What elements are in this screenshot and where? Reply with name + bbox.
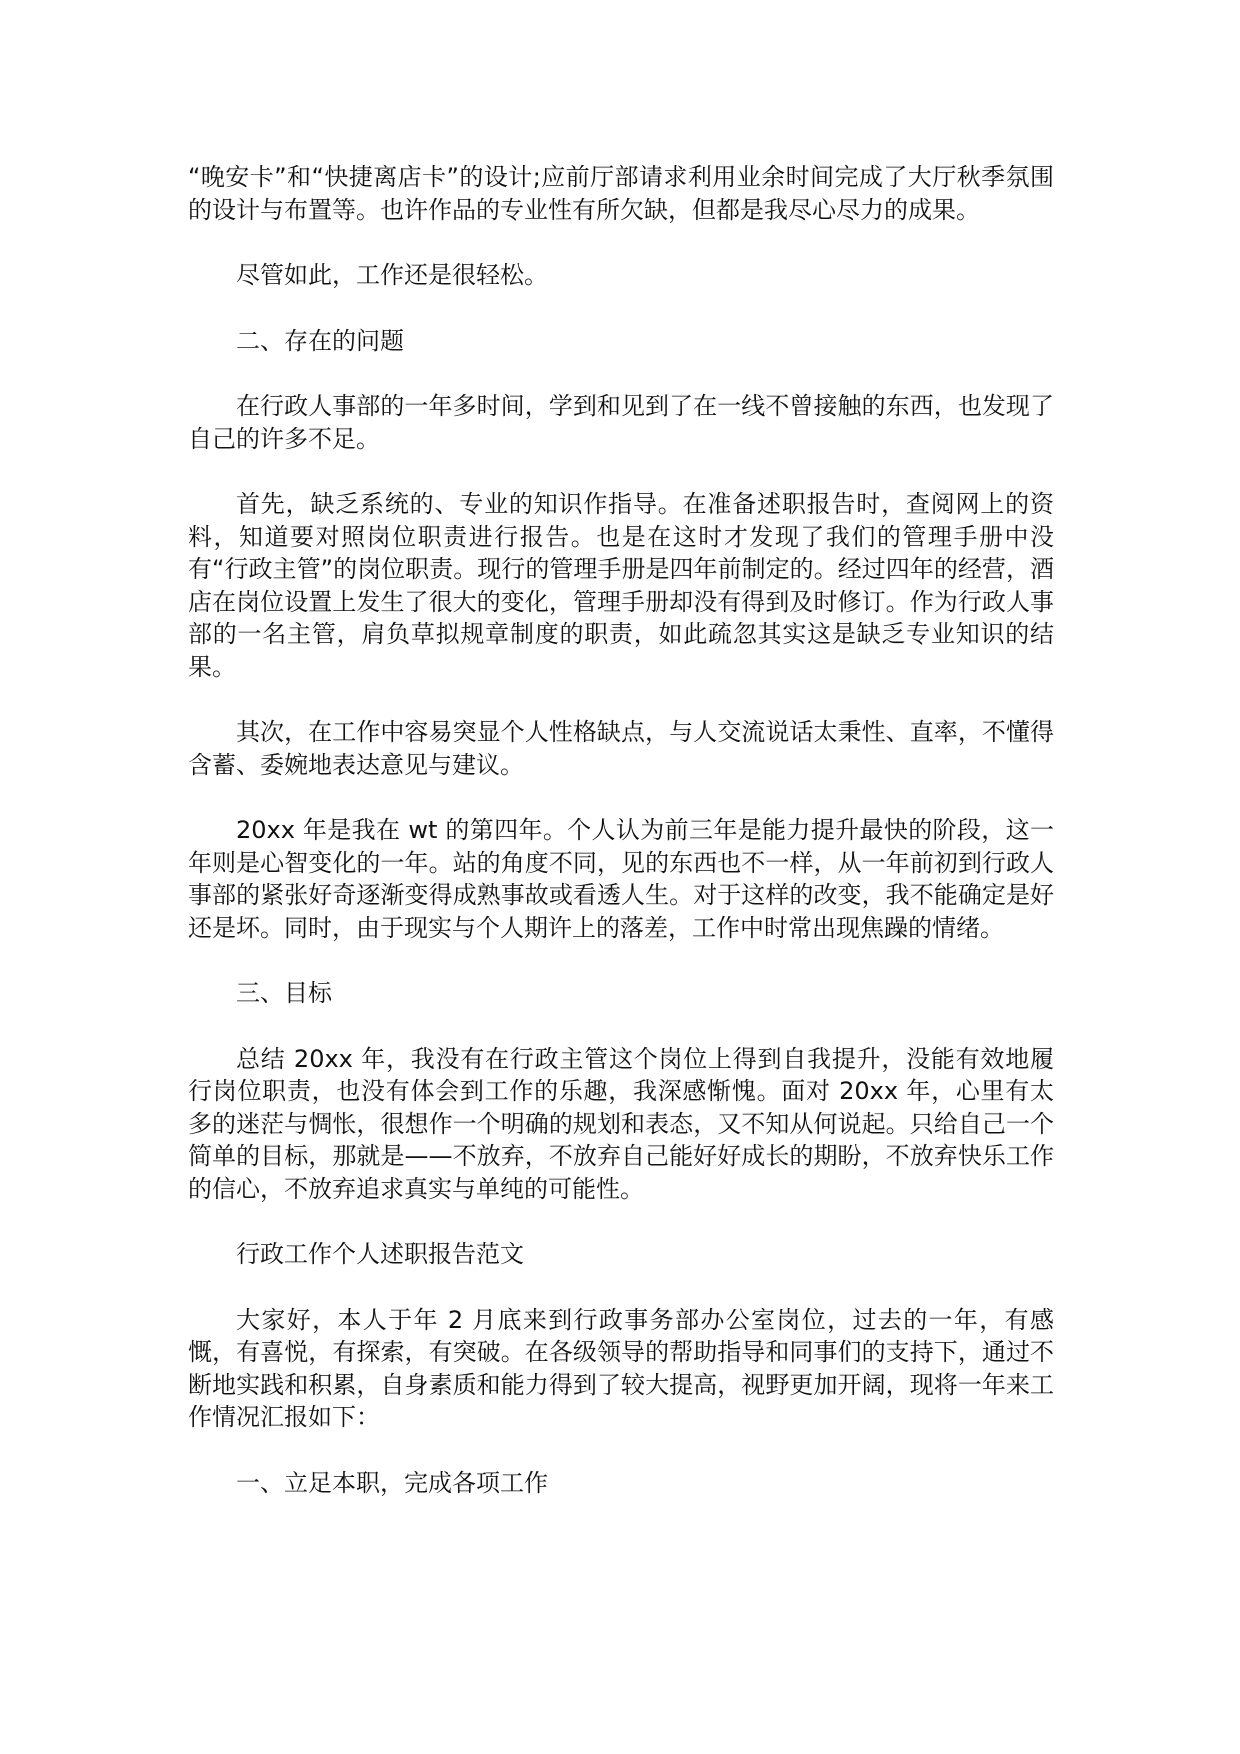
paragraph-gap xyxy=(188,357,1054,390)
paragraph-gap xyxy=(188,1205,1054,1238)
paragraph-goals: 总结 20xx 年，我没有在行政主管这个岗位上得到自我提升，没能有效地履行岗位职责，也没有体会到工作的乐趣，我深感惭愧。面对 20xx 年，心里有太多的迷茫与惆怅，很想作一个明确的规划和表态，又不知从何说起。只给自己一个简单的目标，那就是——不放弃，不放弃自己能好好成长的期盼，不放弃快乐工作的信心，不放弃追求真实与单纯的可能性。 xyxy=(188,1044,1054,1203)
paragraph-fourth-year: 20xx 年是我在 wt 的第四年。个人认为前三年是能力提升最快的阶段，这一年则是心智变化的一年。站的角度不同，见的东西也不一样，从一年前初到行政人事部的紧张好奇逐渐变得成熟事故或看透人生。对于这样的改变，我不能确定是好还是坏。同时，由于现实与个人期许上的落差，工作中时常出现焦躁的情绪。 xyxy=(188,816,1054,942)
paragraph-gap xyxy=(188,226,1054,259)
paragraph-continuation: “晚安卡”和“快捷离店卡”的设计;应前厅部请求利用业余时间完成了大厅秋季氛围的设计与布置等。也许作品的专业性有所欠缺，但都是我尽心尽力的成果。 xyxy=(188,163,1054,224)
section-heading-goals: 三、目标 xyxy=(236,979,332,1007)
section-heading-problems: 二、存在的问题 xyxy=(236,326,404,355)
document-subtitle: 行政工作个人述职报告范文 xyxy=(236,1240,524,1268)
section-heading-duties: 一、立足本职，完成各项工作 xyxy=(236,1468,548,1497)
paragraph-gap xyxy=(188,781,1054,814)
paragraph-gap xyxy=(188,1271,1054,1304)
paragraph-problem-second: 其次，在工作中容易突显个人性格缺点，与人交流说话太秉性、直率，不懂得含蓄、委婉地表达意见与建议。 xyxy=(188,718,1054,779)
paragraph-summary: 尽管如此，工作还是很轻松。 xyxy=(236,261,548,289)
paragraph-gap xyxy=(188,944,1054,977)
document-page xyxy=(188,161,1054,1499)
paragraph-gap xyxy=(188,292,1054,325)
paragraph-gap xyxy=(188,1010,1054,1043)
paragraph-gap xyxy=(188,1434,1054,1467)
paragraph-intro-problems: 在行政人事部的一年多时间，学到和见到了在一线不曾接触的东西，也发现了自己的许多不足。 xyxy=(188,392,1054,453)
paragraph-problem-first: 首先，缺乏系统的、专业的知识作指导。在准备述职报告时，查阅网上的资料，知道要对照岗位职责进行报告。也是在这时才发现了我们的管理手册中没有“行政主管”的岗位职责。现行的管理手册是四年前制定的。经过四年的经营，酒店在岗位设置上发生了很大的变化，管理手册却没有得到及时修订。作为行政人事部的一名主管，肩负草拟规章制度的职责，如此疏忽其实这是缺乏专业知识的结果。 xyxy=(188,490,1054,681)
paragraph-greeting: 大家好，本人于年 2 月底来到行政事务部办公室岗位，过去的一年，有感慨，有喜悦，有探索，有突破。在各级领导的帮助指导和同事们的支持下，通过不断地实践和积累，自身素质和能力得到了较大提高，视野更加开阔，现将一年来工作情况汇报如下： xyxy=(188,1305,1054,1431)
paragraph-gap xyxy=(188,455,1054,488)
paragraph-gap xyxy=(188,683,1054,716)
